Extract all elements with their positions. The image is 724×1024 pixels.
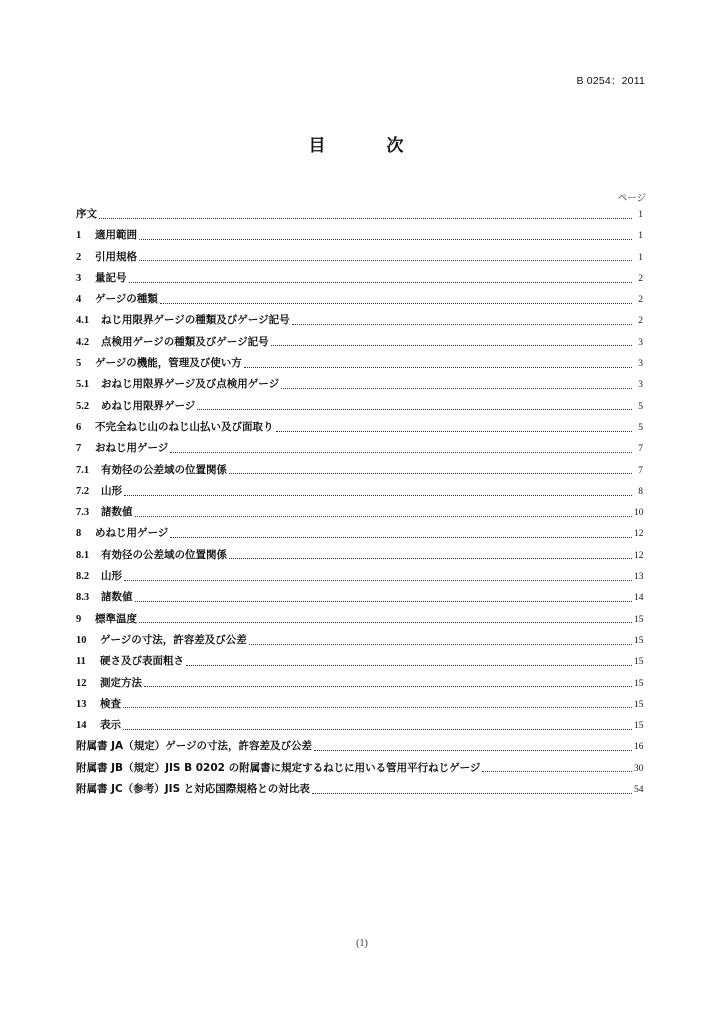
toc-dot-leader (139, 238, 632, 240)
toc-entry-page: 1 (638, 210, 643, 220)
toc-entry-number: 3 (76, 272, 82, 284)
toc-entry-page: 10 (634, 508, 644, 519)
toc-dot-leader (186, 664, 632, 666)
toc-entry[interactable] (76, 247, 643, 268)
toc-dot-leader (482, 770, 632, 772)
toc-entry[interactable] (76, 523, 643, 544)
toc-entry[interactable] (76, 630, 643, 651)
toc-entry-title: 硬さ及び表面粗さ (100, 655, 184, 668)
toc-entry[interactable] (76, 609, 643, 630)
toc-entry-title: 量記号 (95, 271, 127, 284)
toc-entry-title: 適用範囲 (95, 229, 137, 242)
toc-entry-title: めねじ用限界ゲージ (101, 399, 196, 412)
toc-entry-number: 7.1 (76, 464, 90, 476)
toc-dot-leader (271, 344, 632, 346)
toc-entry-page: 2 (638, 295, 643, 306)
toc-dot-leader (170, 536, 632, 538)
toc-entry-page: 16 (634, 742, 644, 753)
toc-entry-title: 山形 (101, 484, 122, 497)
toc-entry-page: 3 (638, 359, 643, 370)
toc-entry-page: 13 (634, 572, 644, 583)
standard-number: B 0254：2011 (576, 75, 645, 87)
toc-entry-page: 5 (638, 401, 643, 412)
toc-dot-leader (229, 472, 632, 474)
toc-entry-number: 11 (76, 656, 86, 668)
toc-entry[interactable] (76, 545, 643, 566)
toc-entry[interactable] (76, 566, 643, 587)
toc-entry[interactable] (76, 694, 643, 715)
toc-dot-leader (139, 259, 632, 261)
toc-entry-number: 5 (76, 358, 82, 370)
toc-entry-number: 5.2 (76, 400, 90, 412)
toc-dot-leader (135, 515, 633, 517)
toc-entry[interactable] (76, 673, 643, 694)
toc-entry-title: ゲージの寸法，許容差及び公差 (100, 633, 247, 646)
toc-dot-leader (135, 600, 633, 602)
toc-entry-number: 14 (76, 720, 87, 732)
toc-dot-leader (160, 302, 632, 304)
toc-entry-number: 8.3 (76, 592, 90, 604)
toc-dot-leader (281, 387, 632, 389)
toc-entry-number: 8 (76, 528, 82, 540)
toc-entry-title: 有効径の公差域の位置関係 (101, 548, 227, 561)
toc-dot-leader (276, 430, 633, 432)
toc-entry-title: 有効径の公差域の位置関係 (101, 463, 227, 476)
toc-dot-leader (124, 494, 632, 496)
toc-dot-leader (314, 749, 632, 751)
toc-entry-title: 附属書 JC（参考）JIS と対応国際規格との対比表 (76, 783, 310, 796)
toc-entry-number: 12 (76, 677, 87, 689)
toc-entry[interactable] (76, 353, 643, 374)
toc-entry-page: 15 (634, 721, 644, 732)
toc-dot-leader (124, 579, 632, 581)
footer-page-number: (1) (356, 938, 368, 949)
toc-entry[interactable] (76, 417, 643, 438)
toc-entry-page: 54 (634, 785, 644, 796)
toc-entry-title: ゲージの機能，管理及び使い方 (95, 357, 242, 370)
toc-entry-page: 3 (638, 380, 643, 391)
toc-entry[interactable] (76, 502, 643, 523)
toc-entry-number: 4.2 (76, 336, 90, 348)
toc-dot-leader (197, 408, 632, 410)
toc-entry-title: 点検用ゲージの種類及びゲージ記号 (101, 335, 269, 348)
toc-entry-title: 検査 (100, 697, 121, 710)
toc-entry[interactable] (76, 289, 643, 310)
toc-entry-page: 5 (638, 422, 643, 433)
toc-dot-leader (249, 643, 632, 645)
toc-entry-number: 9 (76, 613, 82, 625)
toc-entry-page: 14 (634, 593, 644, 604)
toc-entry-title: 諸数値 (101, 591, 133, 604)
toc-entry[interactable] (76, 310, 643, 331)
toc-entry-title: おねじ用ゲージ (95, 442, 169, 455)
toc-entry-page: 1 (638, 252, 643, 263)
toc-dot-leader (99, 217, 632, 219)
toc-entry[interactable] (76, 268, 643, 289)
toc-entry-page: 2 (638, 316, 643, 327)
toc-entry-title: 測定方法 (100, 676, 142, 689)
toc-entry-number: 7 (76, 443, 82, 455)
toc-entry[interactable] (76, 438, 643, 459)
toc-entry-number: 2 (76, 251, 82, 263)
toc-entry-page: 12 (634, 529, 644, 540)
toc-entry-title: 附属書 JB（規定）JIS B 0202 の附属書に規定するねじに用いる管用平行ねじゲージ (76, 761, 481, 774)
toc-entry-page: 1 (638, 231, 643, 242)
toc-entry-title: めねじ用ゲージ (95, 527, 169, 540)
toc-entry-page: 3 (638, 337, 643, 348)
toc-entry-page: 15 (634, 678, 644, 689)
toc-entry-title: 序文 (76, 208, 97, 220)
toc-entry[interactable] (76, 736, 643, 757)
toc-entry-page: 7 (638, 465, 643, 476)
toc-entry-number: 10 (76, 634, 87, 646)
toc-entry-page: 15 (634, 699, 644, 710)
toc-entry-number: 8.2 (76, 571, 90, 583)
toc-entry-number: 6 (76, 421, 82, 433)
toc-entry-page: 2 (638, 273, 643, 284)
toc-entry-number: 8.1 (76, 549, 90, 561)
toc-entry-title: 附属書 JA（規定）ゲージの寸法，許容差及び公差 (76, 740, 312, 753)
toc-entry-number: 5.1 (76, 379, 90, 391)
toc-entry-number: 13 (76, 698, 87, 710)
toc-entry-page: 12 (634, 550, 644, 561)
toc-entry-page: 7 (638, 444, 643, 455)
toc-dot-leader (123, 728, 632, 730)
toc-entry[interactable] (76, 374, 643, 395)
page-column-label: ページ (617, 193, 646, 204)
toc-dot-leader (123, 706, 632, 708)
toc-dot-leader (292, 323, 632, 325)
toc-dot-leader (139, 621, 632, 623)
toc-entry-title: 諸数値 (101, 506, 133, 519)
toc-entry-title: 引用規格 (95, 250, 137, 263)
page-title: 目 次 (308, 136, 426, 156)
toc-dot-leader (312, 792, 632, 794)
toc-entry-title: 表示 (100, 719, 121, 732)
toc-entry[interactable] (76, 204, 643, 225)
toc-entry-title: 不完全ねじ山のねじ山払い及び面取り (95, 420, 274, 433)
toc-entry-page: 15 (634, 657, 644, 668)
toc-entry-title: 標準温度 (95, 612, 137, 625)
toc-entry-page: 8 (638, 486, 643, 497)
toc-entry[interactable] (76, 715, 643, 736)
toc-entry-title: おねじ用限界ゲージ及び点検用ゲージ (101, 378, 280, 391)
toc-entry-page: 15 (634, 635, 644, 646)
toc-entry[interactable] (76, 779, 643, 800)
toc-entry-page: 15 (634, 614, 644, 625)
table-of-contents (76, 204, 643, 800)
toc-dot-leader (244, 366, 632, 368)
toc-entry[interactable] (76, 758, 643, 779)
toc-entry[interactable] (76, 460, 643, 481)
toc-entry[interactable] (76, 481, 643, 502)
toc-entry[interactable] (76, 651, 643, 672)
toc-entry-number: 7.2 (76, 485, 90, 497)
toc-entry[interactable] (76, 225, 643, 246)
toc-entry-title: ゲージの種類 (95, 293, 158, 306)
toc-dot-leader (129, 281, 633, 283)
toc-entry-number: 7.3 (76, 507, 90, 519)
toc-dot-leader (229, 557, 632, 559)
toc-entry-page: 30 (634, 763, 644, 774)
toc-entry-number: 4 (76, 294, 82, 306)
toc-entry[interactable] (76, 332, 643, 353)
toc-entry-title: 山形 (101, 570, 122, 583)
toc-entry[interactable] (76, 587, 643, 608)
toc-entry-title: ねじ用限界ゲージの種類及びゲージ記号 (101, 314, 290, 327)
toc-entry[interactable] (76, 396, 643, 417)
toc-dot-leader (170, 451, 632, 453)
toc-entry-number: 1 (76, 230, 82, 242)
toc-entry-number: 4.1 (76, 315, 90, 327)
toc-dot-leader (144, 685, 632, 687)
